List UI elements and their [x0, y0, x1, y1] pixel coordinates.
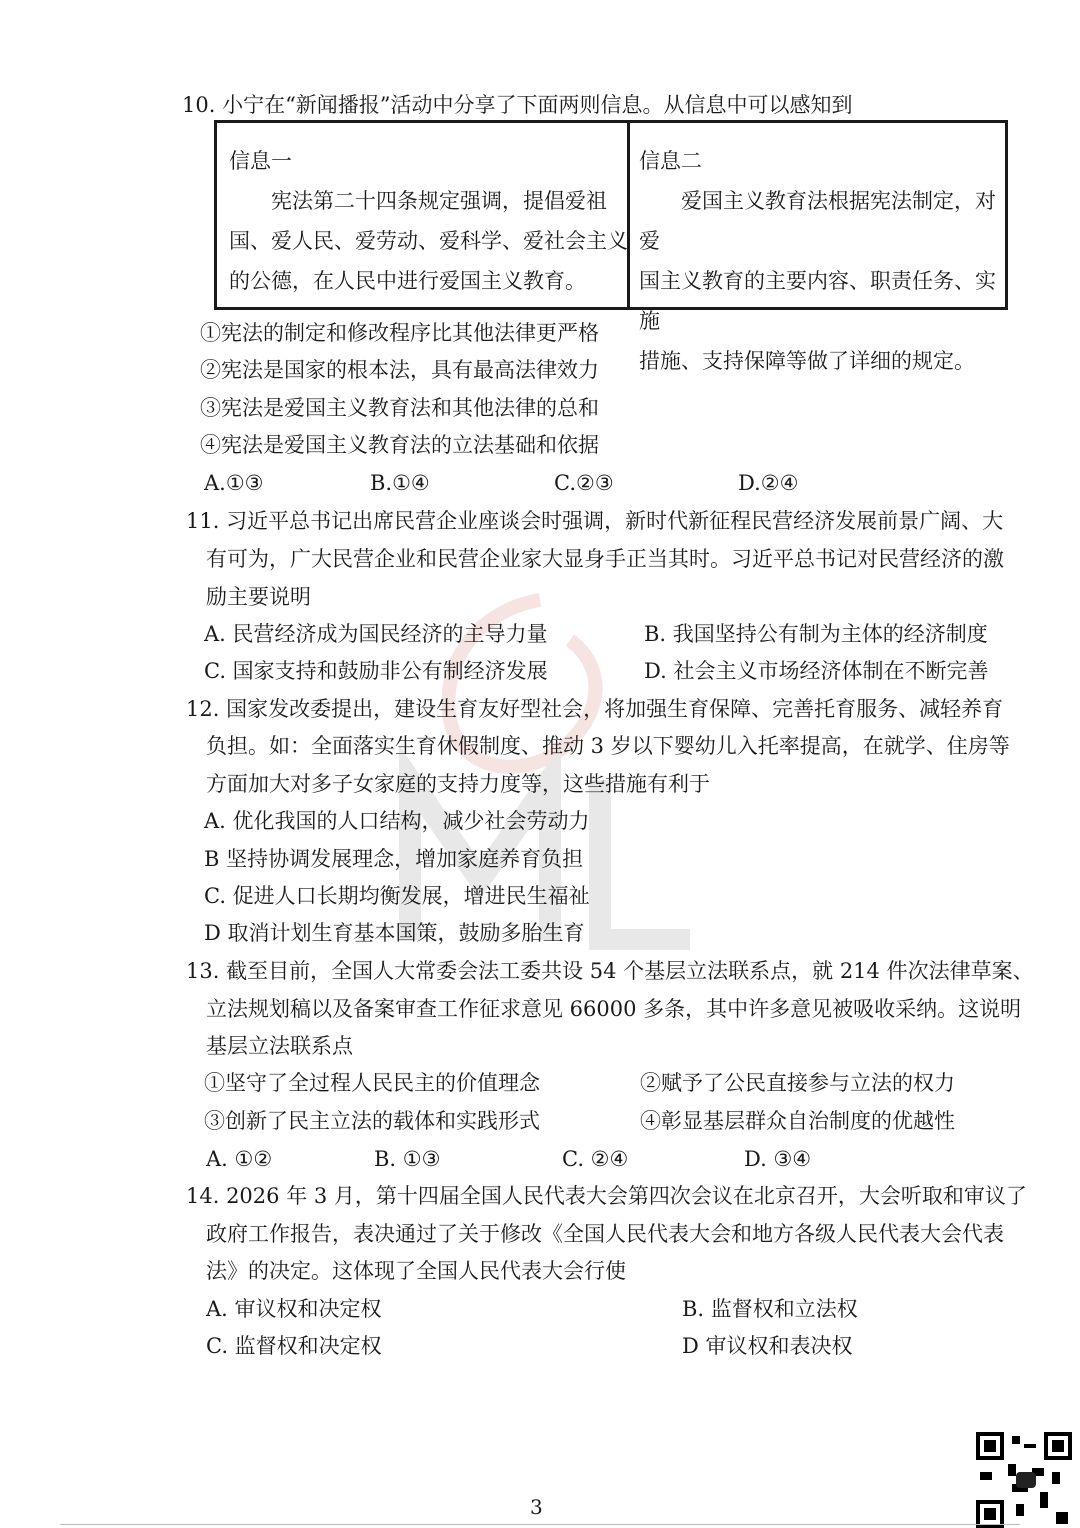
q10-item: ③宪法是爱国主义教育法和其他法律的总和: [200, 396, 599, 420]
q10-item: ②宪法是国家的根本法，具有最高法律效力: [200, 358, 599, 382]
q14-line: 政府工作报告，表决通过了关于修改《全国人民代表大会和地方各级人民代表大会代表: [206, 1222, 1004, 1246]
q11-line: 励主要说明: [206, 585, 311, 609]
q10-option-c[interactable]: C.②③: [554, 471, 614, 495]
q12-option-b[interactable]: B 坚持协调发展理念，增加家庭养育负担: [204, 847, 584, 871]
q14-option-a[interactable]: A. 审议权和决定权: [206, 1297, 382, 1321]
q12-option-a[interactable]: A. 优化我国的人口结构，减少社会劳动力: [204, 809, 590, 833]
q11-line: 11. 习近平总书记出席民营企业座谈会时强调，新时代新征程民营经济发展前景广阔、大: [186, 509, 1004, 533]
q14-option-c[interactable]: C. 监督权和决定权: [206, 1334, 382, 1358]
q12-option-d[interactable]: D 取消计划生育基本国策，鼓励多胎生育: [204, 921, 585, 945]
page-number: 3: [530, 1495, 543, 1519]
q12-line: 12. 国家发改委提出，建设生育友好型社会，将加强生育保障、完善托育服务、减轻养育: [186, 697, 1004, 721]
q10-item: ④宪法是爱国主义教育法的立法基础和依据: [200, 433, 599, 457]
q12-option-c[interactable]: C. 促进人口长期均衡发展，增进民生福祉: [204, 884, 590, 908]
q13-option-a[interactable]: A. ①②: [206, 1147, 273, 1171]
q13-item: ①坚守了全过程人民民主的价值理念: [204, 1071, 540, 1095]
q10-option-d[interactable]: D.②④: [738, 471, 799, 495]
q11-option-c[interactable]: C. 国家支持和鼓励非公有制经济发展: [204, 659, 548, 683]
q13-option-c[interactable]: C. ②④: [562, 1147, 629, 1171]
info2: [639, 141, 1005, 381]
info1-line: 宪法第二十四条规定强调，提倡爱祖: [229, 189, 607, 213]
q13-line: 立法规划稿以及备案审查工作征求意见 66000 多条，其中许多意见被吸收采纳。这说明: [206, 997, 1022, 1021]
q11-option-d[interactable]: D. 社会主义市场经济体制在不断完善: [644, 659, 989, 683]
info1-line: 的公德，在人民中进行爱国主义教育。: [229, 269, 586, 293]
q14-line: 法》的决定。这体现了全国人民代表大会行使: [206, 1259, 626, 1283]
q13-line: 13. 截至目前，全国人大常委会法工委共设 54 个基层立法联系点，就 214 件次法律草案、: [186, 959, 1034, 983]
info1: [229, 141, 628, 301]
q14-option-d[interactable]: D 审议权和表决权: [682, 1334, 853, 1358]
info2-line: 措施、支持保障等做了详细的规定。: [639, 349, 975, 373]
q12-line: 负担。如：全面落实生育休假制度、推动 3 岁以下婴幼儿入托率提高，在就学、住房等: [206, 734, 1010, 758]
q14-option-b[interactable]: B. 监督权和立法权: [682, 1297, 858, 1321]
info2-line: 爱国主义教育法根据宪法制定，对爱: [639, 189, 996, 253]
q14-line: 14. 2026 年 3 月，第十四届全国人民代表大会第四次会议在北京召开，大会听取和审议了: [186, 1184, 1027, 1208]
q11-option-b[interactable]: B. 我国坚持公有制为主体的经济制度: [644, 622, 988, 646]
q10-item: ①宪法的制定和修改程序比其他法律更严格: [200, 321, 599, 345]
footer-divider: [60, 1524, 1020, 1525]
info1-title: 信息一: [229, 149, 292, 173]
q13-item: ④彰显基层群众自治制度的优越性: [640, 1109, 955, 1133]
q11-line: 有可为，广大民营企业和民营企业家大显身手正当其时。习近平总书记对民营经济的激: [206, 547, 1004, 571]
q10-option-a[interactable]: A.①③: [204, 471, 264, 495]
info2-line: 国主义教育的主要内容、职责任务、实施: [639, 269, 996, 333]
q10-option-b[interactable]: B.①④: [370, 471, 430, 495]
info1-line: 国、爱人民、爱劳动、爱科学、爱社会主义: [229, 229, 628, 253]
q13-item: ③创新了民主立法的载体和实践形式: [204, 1109, 540, 1133]
q13-line: 基层立法联系点: [206, 1034, 353, 1058]
q13-option-d[interactable]: D. ③④: [744, 1147, 812, 1171]
q11-option-a[interactable]: A. 民营经济成为国民经济的主导力量: [204, 622, 548, 646]
q13-option-b[interactable]: B. ①③: [374, 1147, 441, 1171]
info2-title: 信息二: [639, 149, 702, 173]
q12-line: 方面加大对多子女家庭的支持力度等，这些措施有利于: [206, 772, 710, 796]
qr-code-icon: [976, 1432, 1072, 1528]
q13-item: ②赋予了公民直接参与立法的权力: [640, 1071, 955, 1095]
q10-stem: 10. 小宁在“新闻播报”活动中分享了下面两则信息。从信息中可以感知到: [182, 93, 853, 117]
